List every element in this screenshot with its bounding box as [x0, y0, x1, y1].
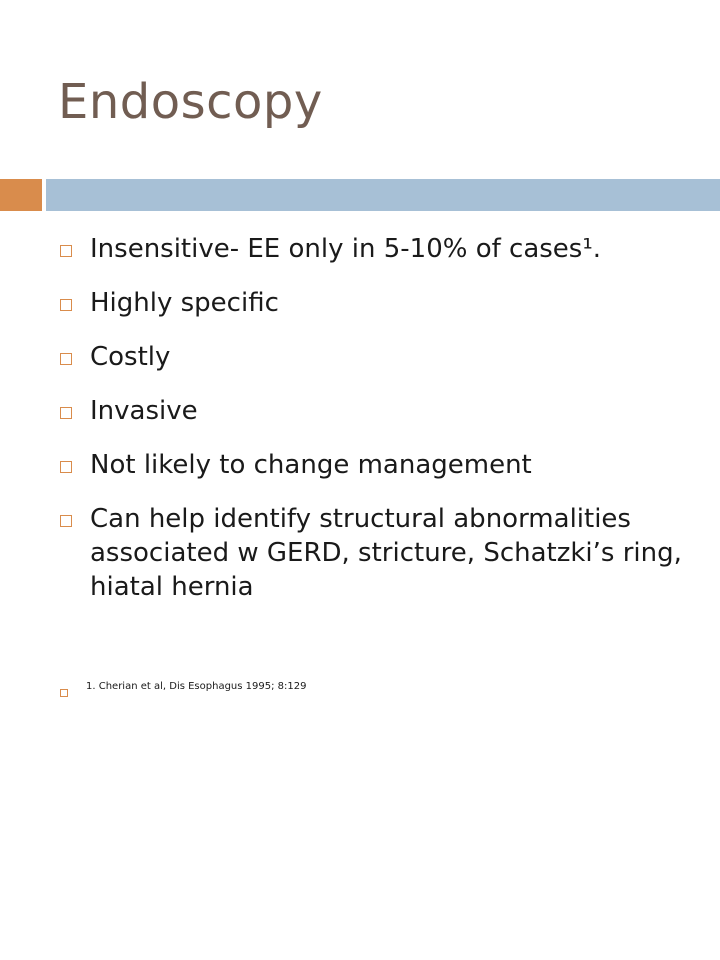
bullet-item [60, 448, 700, 482]
bullet-text: Not likely to change management [90, 450, 532, 480]
bullet-item [60, 394, 700, 428]
bullet-text: Highly specific [90, 288, 279, 318]
square-bullet-icon [60, 353, 72, 365]
square-bullet-icon [60, 515, 72, 527]
bullet-text: Can help identify structural abnormalities associated w GERD, stricture, Schatzki’s ring, hiatal hernia [90, 504, 682, 602]
square-bullet-icon [60, 689, 68, 697]
bullet-item [60, 286, 700, 320]
square-bullet-icon [60, 299, 72, 311]
accent-bar-orange [0, 179, 42, 211]
square-bullet-icon [60, 407, 72, 419]
square-bullet-icon [60, 461, 72, 473]
accent-bar-blue [46, 179, 720, 211]
bullet-text: Costly [90, 342, 171, 372]
bullet-item [60, 340, 700, 374]
footnote [60, 676, 306, 697]
bullet-item [60, 232, 700, 266]
slide-title: Endoscopy [58, 74, 323, 130]
square-bullet-icon [60, 245, 72, 257]
bullet-text: Insensitive- EE only in 5-10% of cases¹. [90, 234, 602, 264]
footnote-text: 1. Cherian et al, Dis Esophagus 1995; 8:129 [86, 680, 307, 692]
bullet-list [60, 232, 700, 624]
bullet-text: Invasive [90, 396, 198, 426]
bullet-item [60, 502, 700, 604]
